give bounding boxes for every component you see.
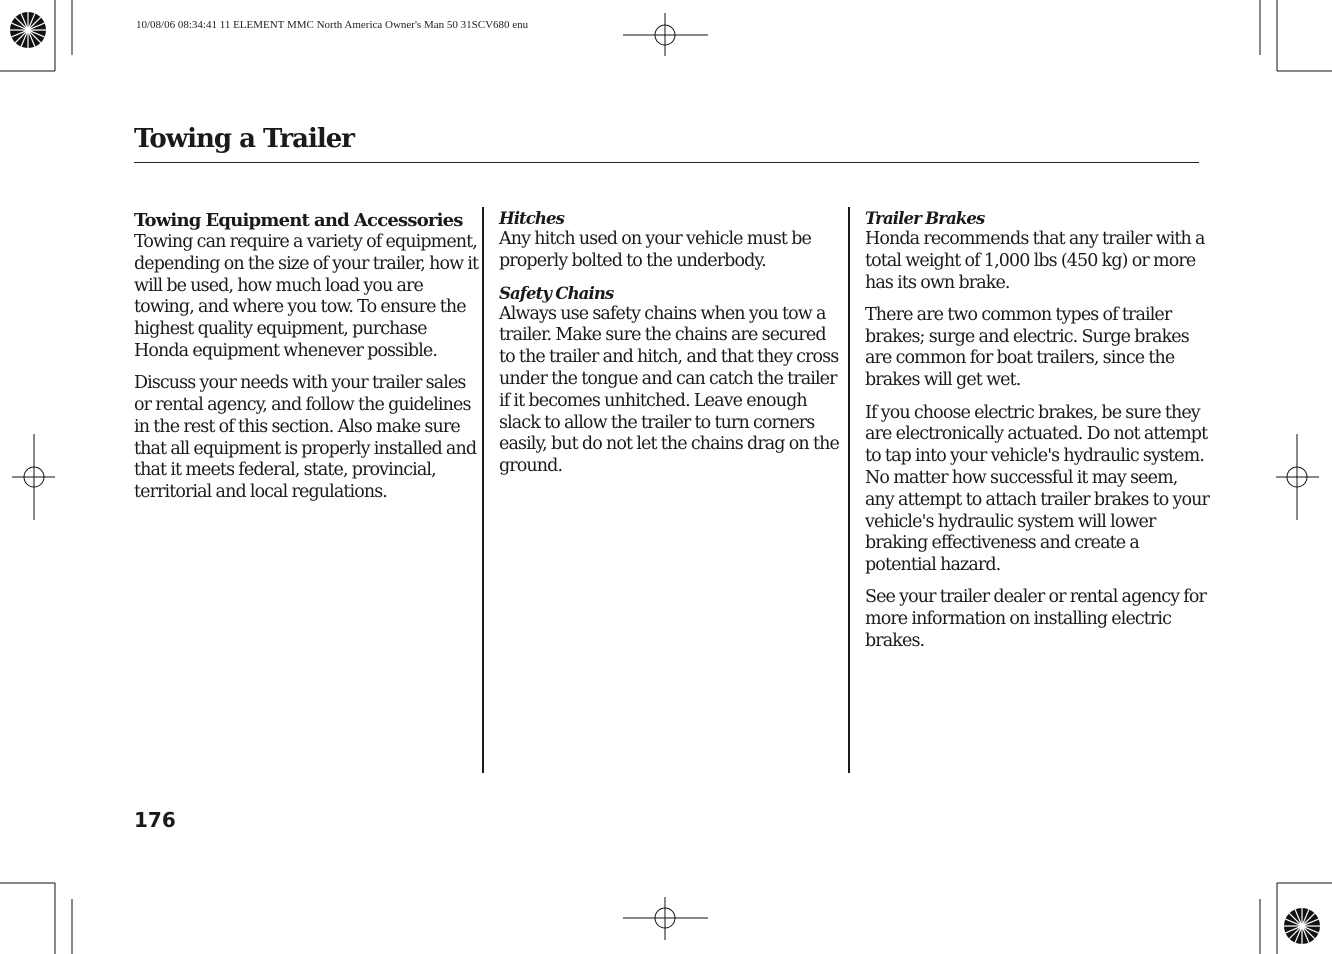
section-heading-safety-chains: Safety Chains bbox=[499, 283, 614, 303]
paragraph: Always use safety chains when you tow a trailer. Make sure the chains are secured to the trailer and hitch, and that they cross under the tongue and can catch the trailer if it becomes unhitched. Leave enough slack to allow the trailer to turn corners easily, but do not let the chains drag on the ground. bbox=[499, 303, 839, 477]
crosshair-right-icon bbox=[1276, 434, 1319, 520]
column-3 bbox=[865, 209, 1210, 653]
section-heading-hitches: Hitches bbox=[499, 209, 565, 228]
column-2 bbox=[499, 209, 844, 478]
crosshair-top-icon bbox=[623, 13, 708, 56]
paragraph: There are two common types of trailer brakes; surge and electric. Surge brakes are common for boat trailers, since the brakes will get wet. bbox=[865, 304, 1189, 391]
paragraph: Towing can require a variety of equipment, depending on the size of your trailer, how it will be used, how much load you are towing, and where you tow. To ensure the highest quality equipment, purchase Honda equipment whenever possible. bbox=[134, 232, 479, 361]
crosshair-bottom-icon bbox=[623, 897, 708, 940]
column-divider bbox=[848, 207, 850, 773]
paragraph: Discuss your needs with your trailer sales or rental agency, and follow the guidelines in the rest of this section. Also make sure that all equipment is properly installed and that it meets federal, state, provincial, territorial and local regulations. bbox=[134, 373, 477, 503]
paragraph: If you choose electric brakes, be sure they are electronically actuated. Do not attempt to tap into your vehicle's hydraulic system. No matter how successful it may seem, any attempt to attach trailer brakes to your vehicle's hydraulic system will lower braking effectiveness and create a potential hazard. bbox=[865, 402, 1210, 576]
print-job-header: 10/08/06 08:34:41 11 ELEMENT MMC North America Owner's Man 50 31SCV680 enu bbox=[136, 19, 529, 31]
crosshair-left-icon bbox=[12, 434, 55, 520]
column-divider bbox=[482, 207, 484, 773]
paragraph: Any hitch used on your vehicle must be properly bolted to the underbody. bbox=[499, 229, 811, 271]
paragraph: Honda recommends that any trailer with a total weight of 1,000 lbs (450 kg) or more has its own brake. bbox=[865, 229, 1205, 293]
page-title: Towing a Trailer bbox=[134, 124, 354, 154]
starburst-target-top-left-icon bbox=[10, 12, 46, 48]
paragraph: See your trailer dealer or rental agency for more information on installing electric brakes. bbox=[865, 587, 1206, 652]
column-1 bbox=[134, 209, 479, 504]
title-rule bbox=[134, 162, 1199, 163]
starburst-target-bottom-right-icon bbox=[1284, 908, 1320, 944]
section-heading-trailer-brakes: Trailer Brakes bbox=[865, 209, 985, 228]
page-number: 176 bbox=[134, 808, 176, 832]
section-heading-towing-equipment: Towing Equipment and Accessories bbox=[134, 210, 463, 231]
